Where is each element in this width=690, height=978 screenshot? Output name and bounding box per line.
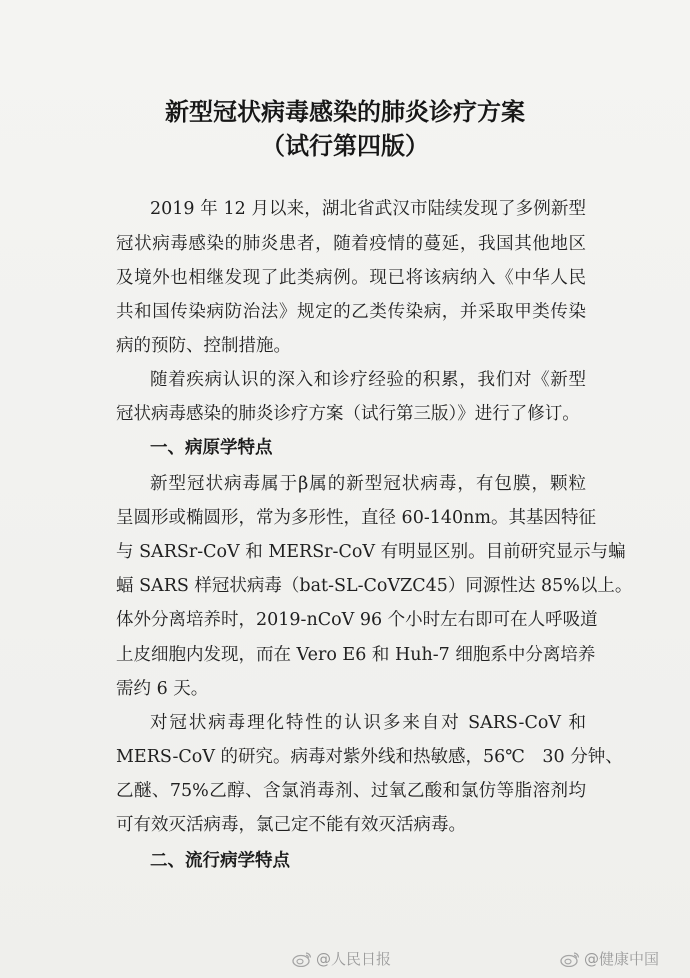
- body-line: 病的预防、控制措施。: [116, 336, 291, 356]
- body-line: 共和国传染病防治法》规定的乙类传染病，并采取甲类传染: [116, 302, 586, 322]
- body-line: 新型冠状病毒属于β属的新型冠状病毒，有包膜，颗粒: [150, 474, 586, 494]
- body-line: 2019 年 12 月以来，湖北省武汉市陆续发现了多例新型: [150, 199, 586, 219]
- watermark-text: @人民日报: [316, 950, 392, 968]
- section-heading-pathogen: 一、病原学特点: [150, 438, 273, 458]
- body-line: 与 SARSr-CoV 和 MERSr-CoV 有明显区别。目前研究显示与蝙: [116, 542, 626, 562]
- body-line: 可有效灭活病毒，氯己定不能有效灭活病毒。: [116, 815, 466, 835]
- body-line: 乙醚、75%乙醇、含氯消毒剂、过氧乙酸和氯仿等脂溶剂均: [116, 781, 586, 801]
- body-line: 冠状病毒感染的肺炎患者，随着疫情的蔓延，我国其他地区: [116, 234, 586, 254]
- watermark-text: @健康中国: [584, 950, 660, 968]
- watermark-jiankang-zhongguo: [560, 948, 659, 969]
- body-line: 随着疾病认识的深入和诊疗经验的积累，我们对《新型: [150, 370, 586, 390]
- body-line: 体外分离培养时，2019-nCoV 96 个小时左右即可在人呼吸道: [116, 610, 598, 630]
- watermark-renmin-ribao: [292, 948, 391, 969]
- weibo-logo-icon: [560, 951, 580, 967]
- document-title: 新型冠状病毒感染的肺炎诊疗方案: [165, 98, 525, 126]
- body-line: 呈圆形或椭圆形，常为多形性，直径 60-140nm。其基因特征: [116, 508, 597, 528]
- body-line: 对冠状病毒理化特性的认识多来自对 SARS-CoV 和: [150, 713, 586, 733]
- weibo-logo-icon: [292, 951, 312, 967]
- section-heading-epidemiology: 二、流行病学特点: [150, 851, 290, 871]
- body-line: 及境外也相继发现了此类病例。现已将该病纳入《中华人民: [116, 268, 586, 288]
- body-line: 上皮细胞内发现，而在 Vero E6 和 Huh-7 细胞系中分离培养: [116, 645, 596, 665]
- body-line: 需约 6 天。: [116, 679, 209, 699]
- body-line: 蝠 SARS 样冠状病毒（bat-SL-CoVZC45）同源性达 85%以上。: [116, 576, 633, 596]
- body-line: 冠状病毒感染的肺炎诊疗方案（试行第三版）》进行了修订。: [116, 404, 580, 424]
- body-line: MERS-CoV 的研究。病毒对紫外线和热敏感，56℃ 30 分钟、: [116, 747, 623, 767]
- document-subtitle: （试行第四版）: [261, 132, 429, 160]
